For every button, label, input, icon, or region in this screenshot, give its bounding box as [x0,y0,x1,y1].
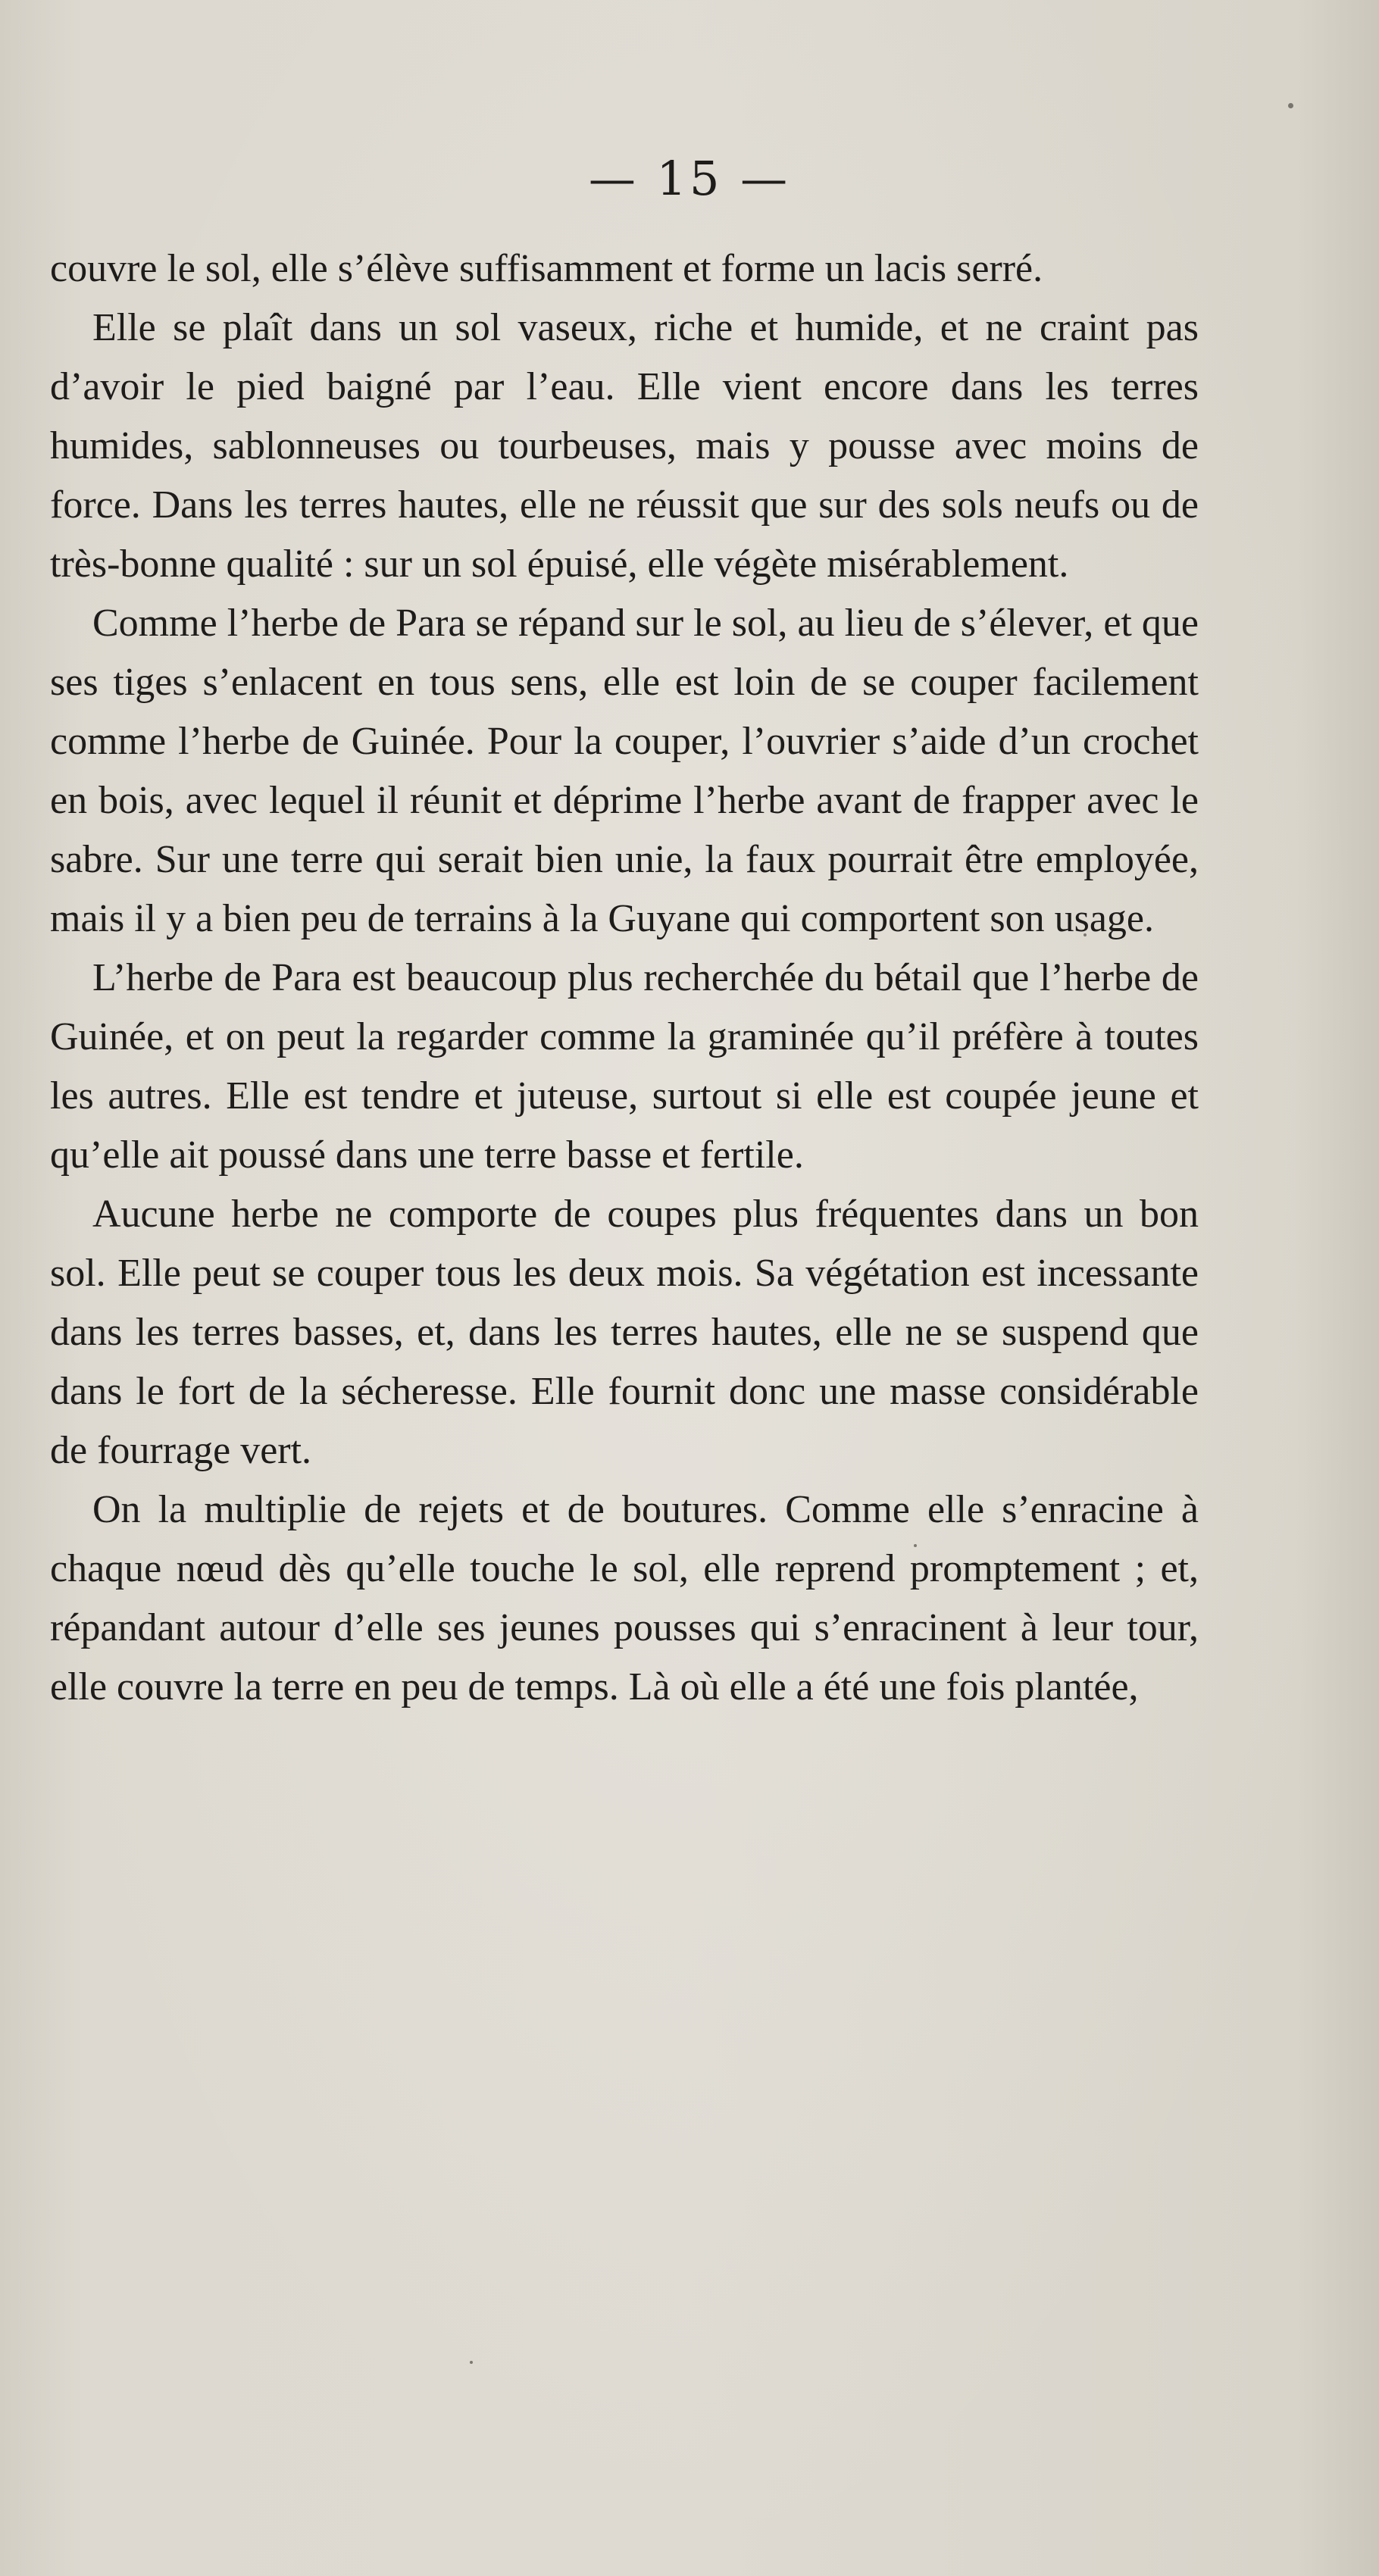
paragraph: couvre le sol, elle s’élève suffisamment et forme un lacis serré. [50,247,1043,290]
body-text [50,239,1199,1717]
paragraph: Elle se plaît dans un sol vaseux, riche et humide, et ne craint pas d’avoir le pied baigné par l’eau. Elle vient encore dans les terres humides, sablonneuses ou tourbeuses, mais y pousse avec moins de force. Dans les terres hautes, elle ne réussit que sur des sols neufs ou de très-bonne qualité : sur un sol épuisé, elle végète misérablement. [50,306,1199,586]
paragraph: Aucune herbe ne comporte de coupes plus fréquentes dans un bon sol. Elle peut se couper tous les deux mois. Sa végétation est incessante dans les terres basses, et, dans les terres hautes, elle ne se suspend que dans le fort de la sécheresse. Elle fournit donc une masse considérable de fourrage vert. [50,1193,1199,1472]
paragraph: Comme l’herbe de Para se répand sur le sol, au lieu de s’élever, et que ses tiges s’enlacent en tous sens, elle est loin de se couper facilement comme l’herbe de Guinée. Pour la couper, l’ouvrier s’aide d’un crochet en bois, avec lequel il réunit et déprime l’herbe avant de frapper avec le sabre. Sur une terre qui serait bien unie, la faux pourrait être employée, mais il y a bien peu de terrains à la Guyane qui comportent son usage. [50,602,1199,940]
paper-speck [1288,103,1293,108]
page-number: — 15 — [588,151,791,206]
paragraph: On la multiplie de rejets et de boutures. Comme elle s’enracine à chaque nœud dès qu’elle touche le sol, elle reprend promptement ; et, répandant autour d’elle ses jeunes pousses qui s’enracinent à leur tour, elle couvre la terre en peu de temps. Là où elle a été une fois plantée, [50,1488,1199,1708]
paper-speck [470,2361,473,2364]
paragraph: L’herbe de Para est beaucoup plus recherchée du bétail que l’herbe de Guinée, et on peut la regarder comme la graminée qu’il préfère à toutes les autres. Elle est tendre et juteuse, surtout si elle est coupée jeune et qu’elle ait poussé dans une terre basse et fertile. [50,956,1199,1177]
